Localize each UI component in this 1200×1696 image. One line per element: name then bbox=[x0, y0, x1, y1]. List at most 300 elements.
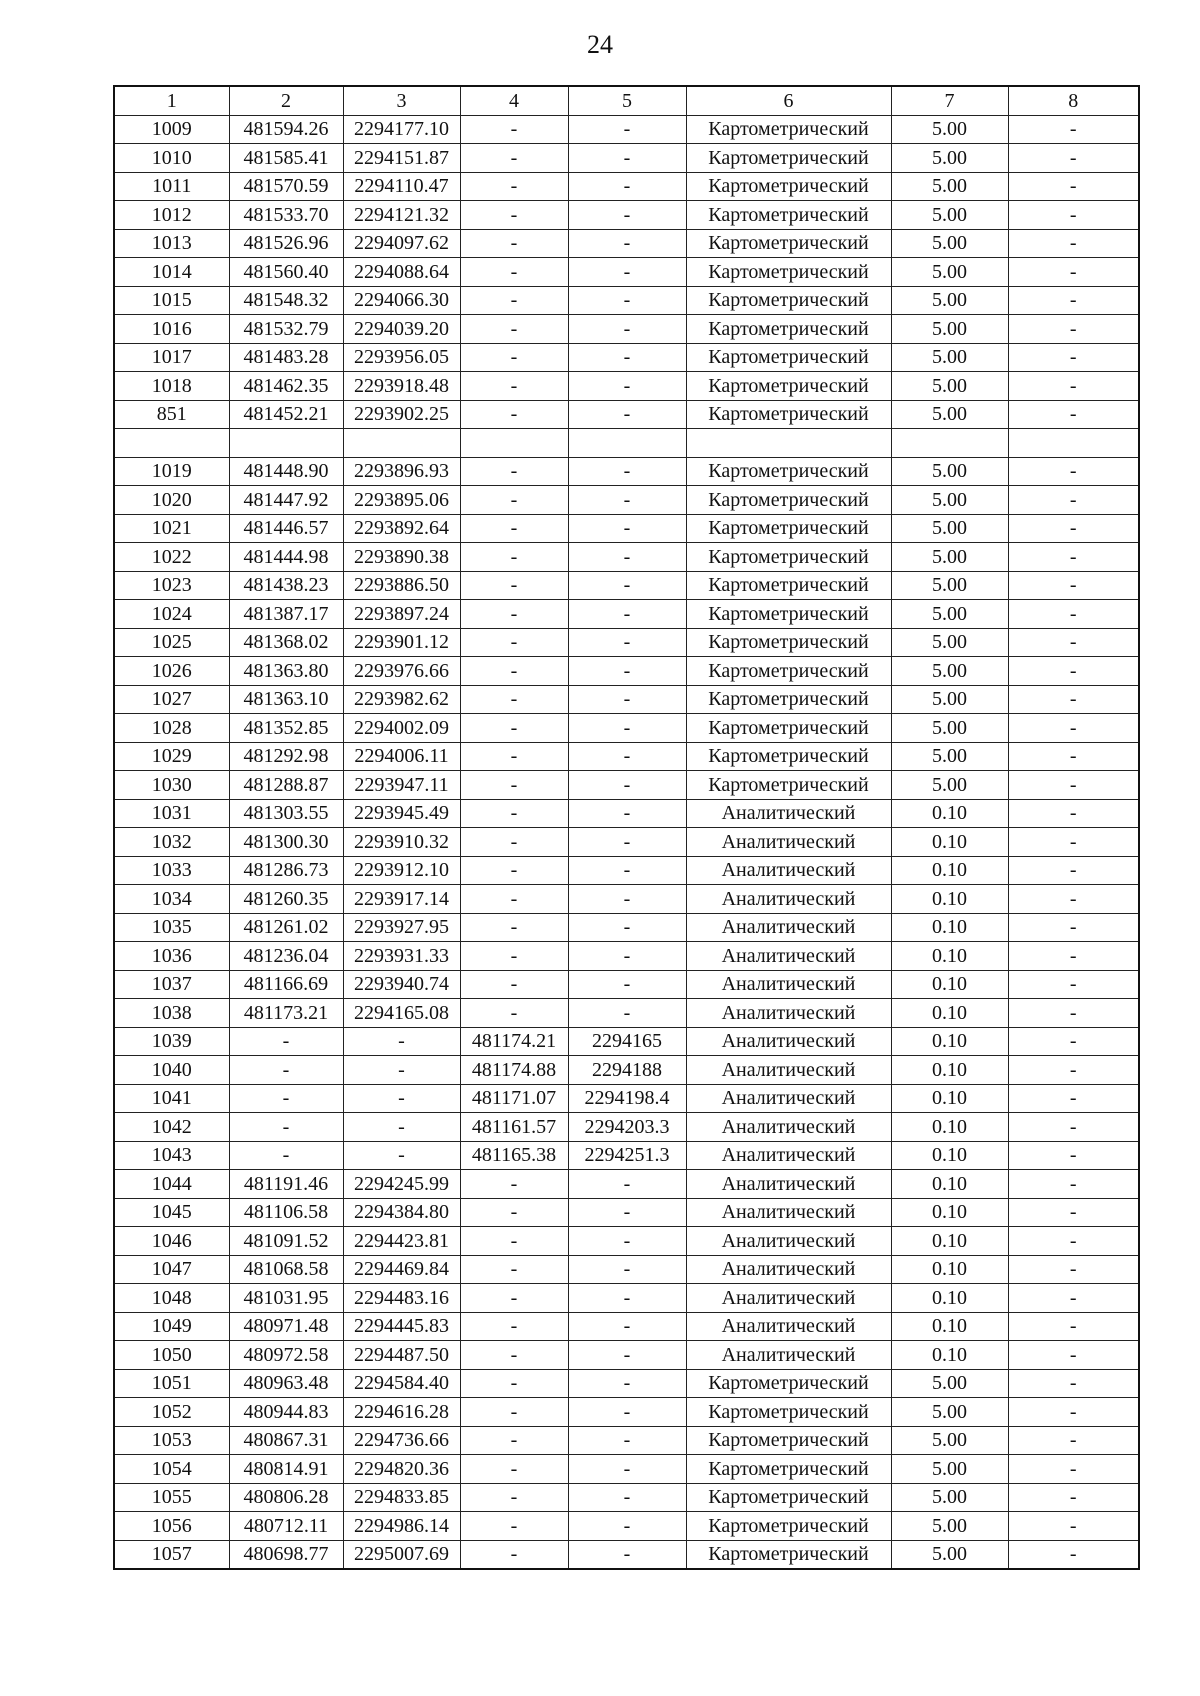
table-cell: 1016 bbox=[114, 315, 229, 344]
table-cell: - bbox=[460, 258, 568, 287]
table-cell: - bbox=[1008, 1398, 1139, 1427]
table-row bbox=[114, 714, 1139, 743]
table-cell: Картометрический bbox=[686, 315, 891, 344]
table-cell: 5.00 bbox=[891, 201, 1008, 230]
table-cell: 0.10 bbox=[891, 828, 1008, 857]
table-cell: - bbox=[460, 286, 568, 315]
table-cell: 0.10 bbox=[891, 970, 1008, 999]
table-cell: - bbox=[460, 1198, 568, 1227]
table-cell: 1056 bbox=[114, 1512, 229, 1541]
table-cell: Аналитический bbox=[686, 942, 891, 971]
table-row bbox=[114, 172, 1139, 201]
table-cell: 481387.17 bbox=[229, 600, 343, 629]
table-cell: - bbox=[343, 1141, 460, 1170]
table-cell: 0.10 bbox=[891, 1198, 1008, 1227]
table-cell: Аналитический bbox=[686, 856, 891, 885]
table-cell: 5.00 bbox=[891, 1369, 1008, 1398]
table-cell: Картометрический bbox=[686, 1369, 891, 1398]
table-cell: 481260.35 bbox=[229, 885, 343, 914]
table-cell: 2293940.74 bbox=[343, 970, 460, 999]
table-cell: - bbox=[460, 229, 568, 258]
table-cell: Картометрический bbox=[686, 457, 891, 486]
table-cell: 0.10 bbox=[891, 1284, 1008, 1313]
header-row bbox=[114, 86, 1139, 115]
table-cell: 1055 bbox=[114, 1483, 229, 1512]
table-cell: 2293886.50 bbox=[343, 571, 460, 600]
table-cell: 1057 bbox=[114, 1540, 229, 1569]
table-row bbox=[114, 429, 1139, 458]
table-cell: - bbox=[568, 828, 686, 857]
table-cell: - bbox=[568, 258, 686, 287]
table-cell: - bbox=[1008, 1284, 1139, 1313]
table-cell: 2294245.99 bbox=[343, 1170, 460, 1199]
table-row bbox=[114, 628, 1139, 657]
table-cell: 1028 bbox=[114, 714, 229, 743]
table-cell: - bbox=[1008, 1255, 1139, 1284]
table-cell: Картометрический bbox=[686, 600, 891, 629]
table-cell: Картометрический bbox=[686, 400, 891, 429]
table-cell: 481570.59 bbox=[229, 172, 343, 201]
table-cell: 2294736.66 bbox=[343, 1426, 460, 1455]
table-row bbox=[114, 571, 1139, 600]
table-cell: - bbox=[460, 1284, 568, 1313]
table-row bbox=[114, 1455, 1139, 1484]
table-cell: Аналитический bbox=[686, 799, 891, 828]
table-cell: Картометрический bbox=[686, 144, 891, 173]
table-cell: - bbox=[568, 1398, 686, 1427]
table-cell: 1011 bbox=[114, 172, 229, 201]
table-row bbox=[114, 229, 1139, 258]
table-cell: - bbox=[568, 657, 686, 686]
table-cell: 5.00 bbox=[891, 771, 1008, 800]
table-cell: - bbox=[1008, 144, 1139, 173]
table-cell: 1050 bbox=[114, 1341, 229, 1370]
table-cell: - bbox=[568, 885, 686, 914]
table-cell: Картометрический bbox=[686, 1398, 891, 1427]
table-cell: 5.00 bbox=[891, 600, 1008, 629]
table-cell: 5.00 bbox=[891, 571, 1008, 600]
table-cell: Аналитический bbox=[686, 1341, 891, 1370]
table-cell: 2294251.3 bbox=[568, 1141, 686, 1170]
column-header: 7 bbox=[891, 86, 1008, 115]
table-cell: - bbox=[1008, 970, 1139, 999]
table-cell: 1040 bbox=[114, 1056, 229, 1085]
table-cell: - bbox=[460, 315, 568, 344]
table-cell: Картометрический bbox=[686, 543, 891, 572]
table-cell: Аналитический bbox=[686, 1113, 891, 1142]
table-cell: Картометрический bbox=[686, 343, 891, 372]
table-cell: 2294002.09 bbox=[343, 714, 460, 743]
table-cell: - bbox=[460, 799, 568, 828]
table-cell: - bbox=[343, 1056, 460, 1085]
table-cell: 0.10 bbox=[891, 1341, 1008, 1370]
table-cell: 0.10 bbox=[891, 1141, 1008, 1170]
table-cell: 1034 bbox=[114, 885, 229, 914]
table-cell: - bbox=[1008, 685, 1139, 714]
table-cell: 1042 bbox=[114, 1113, 229, 1142]
table-cell: Аналитический bbox=[686, 828, 891, 857]
table-cell: 2294445.83 bbox=[343, 1312, 460, 1341]
table-cell: - bbox=[568, 457, 686, 486]
table-cell: 5.00 bbox=[891, 343, 1008, 372]
table-cell: - bbox=[568, 942, 686, 971]
table-cell: 481352.85 bbox=[229, 714, 343, 743]
table-cell: Аналитический bbox=[686, 999, 891, 1028]
table-cell: - bbox=[343, 1084, 460, 1113]
table-cell: - bbox=[460, 1398, 568, 1427]
table-cell: - bbox=[1008, 999, 1139, 1028]
table-cell: 481548.32 bbox=[229, 286, 343, 315]
table-cell: 2294110.47 bbox=[343, 172, 460, 201]
table-cell: - bbox=[568, 144, 686, 173]
table-cell: 2294203.3 bbox=[568, 1113, 686, 1142]
table-cell: - bbox=[460, 1170, 568, 1199]
table-cell: 1024 bbox=[114, 600, 229, 629]
table-row bbox=[114, 372, 1139, 401]
table-cell bbox=[114, 429, 229, 458]
table-cell: 2293895.06 bbox=[343, 486, 460, 515]
table-cell: - bbox=[229, 1056, 343, 1085]
table-cell: 2293982.62 bbox=[343, 685, 460, 714]
table-cell: - bbox=[460, 657, 568, 686]
table-cell: - bbox=[568, 913, 686, 942]
table-row bbox=[114, 315, 1139, 344]
table-cell: - bbox=[1008, 343, 1139, 372]
table-cell: 481533.70 bbox=[229, 201, 343, 230]
table-cell: 481444.98 bbox=[229, 543, 343, 572]
table-cell: Картометрический bbox=[686, 1512, 891, 1541]
table-row bbox=[114, 1483, 1139, 1512]
table-cell: - bbox=[1008, 1084, 1139, 1113]
table-cell: - bbox=[568, 514, 686, 543]
table-cell: 0.10 bbox=[891, 913, 1008, 942]
table-cell: - bbox=[568, 286, 686, 315]
table-cell: 1023 bbox=[114, 571, 229, 600]
table-cell: 481173.21 bbox=[229, 999, 343, 1028]
table-cell: 1032 bbox=[114, 828, 229, 857]
page-number: 24 bbox=[587, 30, 613, 59]
table-cell: 2293902.25 bbox=[343, 400, 460, 429]
table-cell: Картометрический bbox=[686, 714, 891, 743]
table-cell: 5.00 bbox=[891, 514, 1008, 543]
table-cell: - bbox=[568, 115, 686, 144]
table-cell: - bbox=[460, 999, 568, 1028]
table-cell: Аналитический bbox=[686, 913, 891, 942]
table-row bbox=[114, 600, 1139, 629]
table-cell: 481068.58 bbox=[229, 1255, 343, 1284]
table-cell: - bbox=[460, 856, 568, 885]
table-cell: - bbox=[1008, 172, 1139, 201]
table-cell: - bbox=[460, 1512, 568, 1541]
table-cell: - bbox=[1008, 400, 1139, 429]
table-row bbox=[114, 942, 1139, 971]
table-cell: 481236.04 bbox=[229, 942, 343, 971]
table-cell: 1035 bbox=[114, 913, 229, 942]
table-row bbox=[114, 457, 1139, 486]
table-cell: 5.00 bbox=[891, 742, 1008, 771]
table-cell: 2294088.64 bbox=[343, 258, 460, 287]
table-cell: 2294986.14 bbox=[343, 1512, 460, 1541]
table-cell: - bbox=[568, 1369, 686, 1398]
table-cell: - bbox=[229, 1084, 343, 1113]
table-cell: - bbox=[1008, 828, 1139, 857]
table-row bbox=[114, 1398, 1139, 1427]
table-cell: Аналитический bbox=[686, 1170, 891, 1199]
table-cell: 5.00 bbox=[891, 1483, 1008, 1512]
table-cell: 481594.26 bbox=[229, 115, 343, 144]
table-cell: - bbox=[460, 885, 568, 914]
table-cell: 1030 bbox=[114, 771, 229, 800]
table-cell: - bbox=[568, 486, 686, 515]
table-row bbox=[114, 400, 1139, 429]
table-cell: - bbox=[568, 799, 686, 828]
table-cell: 2294584.40 bbox=[343, 1369, 460, 1398]
table-cell: Картометрический bbox=[686, 1540, 891, 1569]
table-cell: 2293947.11 bbox=[343, 771, 460, 800]
table-cell: 1012 bbox=[114, 201, 229, 230]
table-cell: 481303.55 bbox=[229, 799, 343, 828]
table-cell: 480698.77 bbox=[229, 1540, 343, 1569]
table-cell: - bbox=[460, 514, 568, 543]
table-cell: Картометрический bbox=[686, 685, 891, 714]
table-cell: Картометрический bbox=[686, 742, 891, 771]
table-cell: 2293931.33 bbox=[343, 942, 460, 971]
table-cell: 5.00 bbox=[891, 685, 1008, 714]
table-cell: - bbox=[568, 1312, 686, 1341]
table-cell: - bbox=[568, 600, 686, 629]
table-cell: 481288.87 bbox=[229, 771, 343, 800]
table-cell: 2294039.20 bbox=[343, 315, 460, 344]
table-cell bbox=[343, 429, 460, 458]
table-cell: - bbox=[568, 1284, 686, 1313]
table-cell: 1026 bbox=[114, 657, 229, 686]
table-cell: 481165.38 bbox=[460, 1141, 568, 1170]
table-row bbox=[114, 885, 1139, 914]
table-cell: Картометрический bbox=[686, 628, 891, 657]
table-cell: - bbox=[1008, 657, 1139, 686]
table-cell: 5.00 bbox=[891, 372, 1008, 401]
table-cell: 481526.96 bbox=[229, 229, 343, 258]
table-cell: Картометрический bbox=[686, 172, 891, 201]
table-cell: - bbox=[1008, 742, 1139, 771]
table-cell: - bbox=[1008, 913, 1139, 942]
table-cell: Аналитический bbox=[686, 1056, 891, 1085]
table-cell: 1043 bbox=[114, 1141, 229, 1170]
table-cell: Аналитический bbox=[686, 1084, 891, 1113]
table-cell: 1033 bbox=[114, 856, 229, 885]
table-cell: - bbox=[460, 828, 568, 857]
table-cell: 5.00 bbox=[891, 172, 1008, 201]
table-cell: 2294384.80 bbox=[343, 1198, 460, 1227]
table-row bbox=[114, 1113, 1139, 1142]
table-cell: - bbox=[460, 742, 568, 771]
column-header: 6 bbox=[686, 86, 891, 115]
table-cell: 0.10 bbox=[891, 999, 1008, 1028]
table-cell: 481448.90 bbox=[229, 457, 343, 486]
table-cell: 5.00 bbox=[891, 543, 1008, 572]
table-cell: - bbox=[1008, 543, 1139, 572]
table-body bbox=[114, 115, 1139, 1569]
table-cell: - bbox=[1008, 628, 1139, 657]
table-cell: 0.10 bbox=[891, 1084, 1008, 1113]
table-cell: 1017 bbox=[114, 343, 229, 372]
table-cell: 481363.80 bbox=[229, 657, 343, 686]
table-row bbox=[114, 742, 1139, 771]
table-cell bbox=[891, 429, 1008, 458]
table-cell: 2294487.50 bbox=[343, 1341, 460, 1370]
table-cell: 0.10 bbox=[891, 1255, 1008, 1284]
table-cell bbox=[1008, 429, 1139, 458]
table-cell: - bbox=[568, 742, 686, 771]
table-cell: - bbox=[568, 856, 686, 885]
table-cell: 5.00 bbox=[891, 315, 1008, 344]
table-cell: - bbox=[460, 201, 568, 230]
table-cell: - bbox=[460, 486, 568, 515]
table-cell: - bbox=[460, 144, 568, 173]
table-cell: - bbox=[1008, 1455, 1139, 1484]
table-cell: - bbox=[460, 1483, 568, 1512]
column-header: 5 bbox=[568, 86, 686, 115]
table-cell: 481368.02 bbox=[229, 628, 343, 657]
table-cell: - bbox=[568, 571, 686, 600]
table-cell: - bbox=[1008, 1512, 1139, 1541]
table-cell: 481292.98 bbox=[229, 742, 343, 771]
table-cell: 481585.41 bbox=[229, 144, 343, 173]
table-row bbox=[114, 1084, 1139, 1113]
column-header: 4 bbox=[460, 86, 568, 115]
table-row bbox=[114, 1312, 1139, 1341]
column-header: 8 bbox=[1008, 86, 1139, 115]
table-cell: - bbox=[1008, 457, 1139, 486]
table-cell: 5.00 bbox=[891, 628, 1008, 657]
table-cell: 2294165 bbox=[568, 1027, 686, 1056]
table-row bbox=[114, 856, 1139, 885]
table-cell: 1029 bbox=[114, 742, 229, 771]
table-cell: 5.00 bbox=[891, 1398, 1008, 1427]
table-cell: 5.00 bbox=[891, 400, 1008, 429]
table-cell: 5.00 bbox=[891, 229, 1008, 258]
table-cell: 481161.57 bbox=[460, 1113, 568, 1142]
table-cell: - bbox=[460, 1312, 568, 1341]
table-cell: - bbox=[460, 172, 568, 201]
table-cell: - bbox=[229, 1113, 343, 1142]
table-row bbox=[114, 1027, 1139, 1056]
table-cell: 1051 bbox=[114, 1369, 229, 1398]
table-cell: Аналитический bbox=[686, 1227, 891, 1256]
table-row bbox=[114, 1284, 1139, 1313]
table-cell: Аналитический bbox=[686, 885, 891, 914]
table-cell: 2293892.64 bbox=[343, 514, 460, 543]
table-cell: - bbox=[568, 999, 686, 1028]
table-cell: 1015 bbox=[114, 286, 229, 315]
table-row bbox=[114, 1141, 1139, 1170]
table-cell: Аналитический bbox=[686, 1284, 891, 1313]
table-cell: - bbox=[460, 1341, 568, 1370]
table-cell: 1025 bbox=[114, 628, 229, 657]
table-cell: 2294423.81 bbox=[343, 1227, 460, 1256]
table-cell: 0.10 bbox=[891, 1312, 1008, 1341]
table-cell: 2294066.30 bbox=[343, 286, 460, 315]
table-cell: 481483.28 bbox=[229, 343, 343, 372]
table-cell: - bbox=[460, 571, 568, 600]
table-cell: - bbox=[568, 1255, 686, 1284]
table-cell: - bbox=[460, 1426, 568, 1455]
table-cell: 480944.83 bbox=[229, 1398, 343, 1427]
table-cell: - bbox=[1008, 1170, 1139, 1199]
table-row bbox=[114, 771, 1139, 800]
table-row bbox=[114, 1369, 1139, 1398]
table-cell: 1039 bbox=[114, 1027, 229, 1056]
table-cell: 0.10 bbox=[891, 1113, 1008, 1142]
table-cell: 481174.88 bbox=[460, 1056, 568, 1085]
table-row bbox=[114, 1426, 1139, 1455]
table-cell: 0.10 bbox=[891, 1056, 1008, 1085]
table-cell: - bbox=[460, 628, 568, 657]
table-cell: - bbox=[460, 400, 568, 429]
table-cell: 480814.91 bbox=[229, 1455, 343, 1484]
table-cell: 5.00 bbox=[891, 714, 1008, 743]
table-cell: 0.10 bbox=[891, 1027, 1008, 1056]
table-cell: - bbox=[568, 1540, 686, 1569]
table-cell: 481560.40 bbox=[229, 258, 343, 287]
table-cell: - bbox=[568, 343, 686, 372]
table-row bbox=[114, 1170, 1139, 1199]
table-cell: 1037 bbox=[114, 970, 229, 999]
table-cell: - bbox=[1008, 771, 1139, 800]
table-cell: 481106.58 bbox=[229, 1198, 343, 1227]
table-cell: 1027 bbox=[114, 685, 229, 714]
table-cell: 481452.21 bbox=[229, 400, 343, 429]
table-cell: 481462.35 bbox=[229, 372, 343, 401]
table-cell: 2294820.36 bbox=[343, 1455, 460, 1484]
table-cell: 481031.95 bbox=[229, 1284, 343, 1313]
table-cell: - bbox=[1008, 1369, 1139, 1398]
table-cell: - bbox=[460, 714, 568, 743]
table-cell: 2293896.93 bbox=[343, 457, 460, 486]
table-cell: 480712.11 bbox=[229, 1512, 343, 1541]
table-cell: - bbox=[1008, 1540, 1139, 1569]
table-row bbox=[114, 514, 1139, 543]
table-row bbox=[114, 913, 1139, 942]
column-header: 2 bbox=[229, 86, 343, 115]
table-cell: - bbox=[1008, 571, 1139, 600]
table-row bbox=[114, 970, 1139, 999]
table-cell: Аналитический bbox=[686, 1255, 891, 1284]
table-cell: - bbox=[460, 1369, 568, 1398]
table-cell: 2294188 bbox=[568, 1056, 686, 1085]
table-cell: - bbox=[343, 1027, 460, 1056]
column-header: 3 bbox=[343, 86, 460, 115]
table-cell: - bbox=[568, 201, 686, 230]
table-cell: 2293956.05 bbox=[343, 343, 460, 372]
table-cell: Картометрический bbox=[686, 514, 891, 543]
table-cell: Картометрический bbox=[686, 201, 891, 230]
table-cell: - bbox=[1008, 856, 1139, 885]
table-cell: 1014 bbox=[114, 258, 229, 287]
table-cell: 1021 bbox=[114, 514, 229, 543]
table-cell: 2294121.32 bbox=[343, 201, 460, 230]
table-cell: 1046 bbox=[114, 1227, 229, 1256]
table-cell bbox=[460, 429, 568, 458]
table-row bbox=[114, 201, 1139, 230]
table-cell: 1054 bbox=[114, 1455, 229, 1484]
table-cell: 2293910.32 bbox=[343, 828, 460, 857]
table-cell: 481166.69 bbox=[229, 970, 343, 999]
table-cell: - bbox=[1008, 714, 1139, 743]
table-cell: 2294483.16 bbox=[343, 1284, 460, 1313]
table-cell: 481438.23 bbox=[229, 571, 343, 600]
table-cell: 851 bbox=[114, 400, 229, 429]
